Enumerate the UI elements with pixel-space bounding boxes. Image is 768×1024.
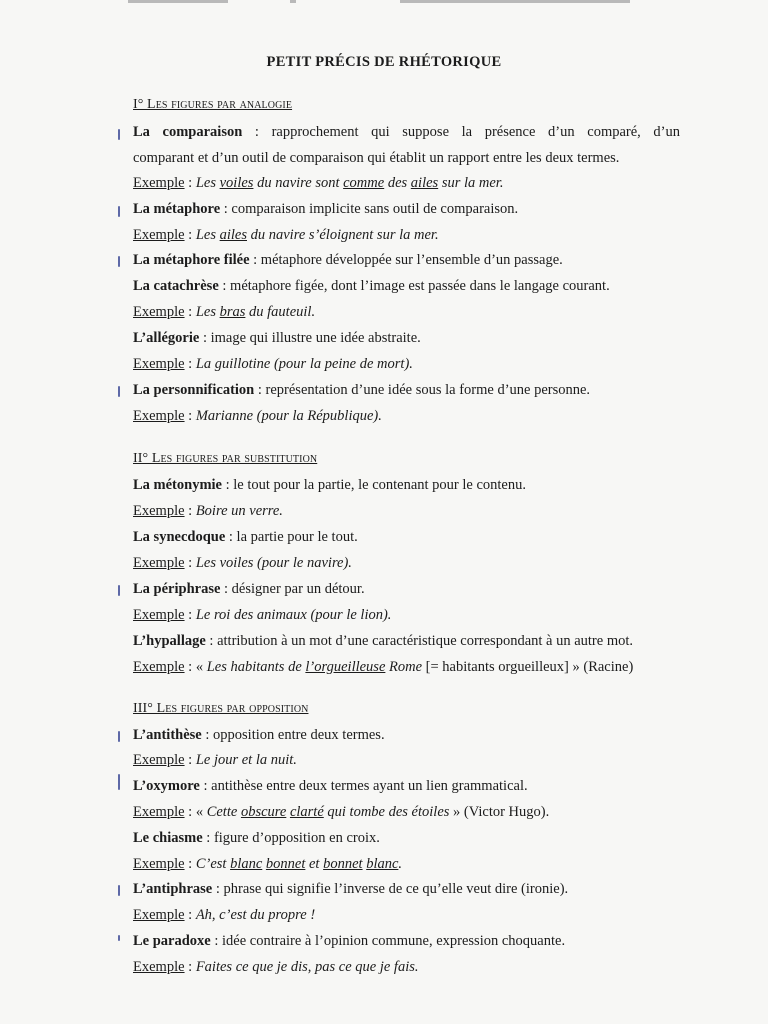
example-text: Les bras du fauteuil. [195,304,316,320]
definition-hypallage: L’hypallage : attribution à un mot d’une caractéristique correspondant à un autre mot. [133,633,634,649]
section-heading-opposition: III° Les figures par opposition [133,701,309,716]
example-text: Le jour et la nuit. [195,752,297,768]
pen-mark [118,129,120,140]
example-hypallage: Exemple : « Les habitants de l’orgueilleuse Rome [= habitants orgueilleux] » (Racine) [133,659,634,675]
example-text: Le roi des animaux (pour le lion). [195,607,392,623]
definition-catachrese: La catachrèse : métaphore figée, dont l’image est passée dans le langage courant. [133,278,610,294]
pen-mark [118,774,120,790]
example-label: Exemple [133,659,185,675]
definition-synecdoque: La synecdoque : la partie pour le tout. [133,529,358,545]
term-comparaison: La comparaison [133,124,243,140]
pen-mark [118,585,120,596]
definition-comparaison [133,124,680,141]
example-label: Exemple [133,227,185,243]
pen-mark [118,885,120,896]
term-antithese: L’antithèse [133,727,202,743]
example-text: Cette obscure clarté qui tombe des étoiles [206,804,450,820]
term-hypallage: L’hypallage [133,633,206,649]
example-comparaison: Exemple : Les voiles du navire sont comme des ailes sur la mer. [133,175,504,191]
definition-oxymore: L’oxymore : antithèse entre deux termes ayant un lien grammatical. [133,778,528,794]
example-antiphrase: Exemple : Ah, c’est du propre ! [133,907,316,923]
example-text: C’est blanc bonnet et bonnet blanc. [195,856,403,872]
definition-antithese: L’antithèse : opposition entre deux termes. [133,727,385,743]
example-label: Exemple [133,907,185,923]
term-periphrase: La périphrase [133,581,221,597]
example-label: Exemple [133,503,185,519]
example-label: Exemple [133,304,185,320]
example-allegorie: Exemple : La guillotine (pour la peine de mort). [133,356,413,372]
definition-personnification: La personnification : représentation d’une idée sous la forme d’une personne. [133,382,591,398]
definition-antiphrase: L’antiphrase : phrase qui signifie l’inverse de ce qu’elle veut dire (ironie). [133,881,569,897]
example-periphrase: Exemple : Le roi des animaux (pour le lion). [133,607,392,623]
example-metaphore: Exemple : Les ailes du navire s’éloignent sur la mer. [133,227,439,243]
term-oxymore: L’oxymore [133,778,200,794]
section-heading-substitution: II° Les figures par substitution [133,451,318,466]
definition-periphrase: La périphrase : désigner par un détour. [133,581,365,597]
example-paradoxe: Exemple : Faites ce que je dis, pas ce que je fais. [133,959,419,975]
term-metaphore: La métaphore [133,201,221,217]
term-personnification: La personnification [133,382,255,398]
example-label: Exemple [133,752,185,768]
top-scan-marks [0,0,768,6]
pen-mark [118,386,120,397]
term-chiasme: Le chiasme [133,830,203,846]
example-text: La guillotine (pour la peine de mort). [195,356,413,372]
definition-continuation: comparant et d’un outil de comparaison qui établit un rapport entre les deux termes. [133,150,620,166]
example-antithese: Exemple : Le jour et la nuit. [133,752,297,768]
example-label: Exemple [133,804,185,820]
term-synecdoque: La synecdoque [133,529,226,545]
pen-mark [118,206,120,217]
definition-metaphore: La métaphore : comparaison implicite sans outil de comparaison. [133,201,519,217]
example-label: Exemple [133,856,185,872]
example-text: Ah, c’est du propre ! [195,907,316,923]
term-allegorie: L’allégorie [133,330,200,346]
example-text: Marianne (pour la République). [195,408,382,424]
example-label: Exemple [133,555,185,571]
definition-chiasme: Le chiasme : figure d’opposition en croix. [133,830,380,846]
example-synecdoque: Exemple : Les voiles (pour le navire). [133,555,352,571]
example-label: Exemple [133,959,185,975]
pen-mark [118,256,120,267]
example-text: Les voiles (pour le navire). [195,555,352,571]
term-metonymie: La métonymie [133,477,222,493]
example-chiasme: Exemple : C’est blanc bonnet et bonnet blanc. [133,856,403,872]
term-metaphore-filee: La métaphore filée [133,252,250,268]
example-label: Exemple [133,356,185,372]
definition-allegorie: L’allégorie : image qui illustre une idée abstraite. [133,330,421,346]
term-catachrese: La catachrèse [133,278,219,294]
example-catachrese: Exemple : Les bras du fauteuil. [133,304,316,320]
example-label: Exemple [133,408,185,424]
page-title: PETIT PRÉCIS DE RHÉTORIQUE [266,54,502,70]
example-label: Exemple [133,175,185,191]
definition-metaphore-filee: La métaphore filée : métaphore développée sur l’ensemble d’un passage. [133,252,563,268]
example-text: Boire un verre. [195,503,283,519]
pen-mark [118,731,120,742]
definition-paradoxe: Le paradoxe : idée contraire à l’opinion commune, expression choquante. [133,933,566,949]
definition-text: : rapprochement qui suppose la présence d’un comparé, d’un [242,124,680,140]
example-personnification: Exemple : Marianne (pour la République). [133,408,382,424]
example-metonymie: Exemple : Boire un verre. [133,503,283,519]
term-antiphrase: L’antiphrase [133,881,213,897]
example-text: Les voiles du navire sont comme des ailes sur la mer. [195,175,504,191]
example-text: Les ailes du navire s’éloignent sur la mer. [195,227,439,243]
example-text: Les habitants de l’orgueilleuse Rome [206,659,423,675]
example-text: Faites ce que je dis, pas ce que je fais. [195,959,419,975]
pen-mark [118,935,120,941]
term-paradoxe: Le paradoxe [133,933,211,949]
section-heading-analogie: I° Les figures par analogie [133,97,293,112]
definition-metonymie: La métonymie : le tout pour la partie, le contenant pour le contenu. [133,477,526,493]
example-label: Exemple [133,607,185,623]
example-oxymore: Exemple : « Cette obscure clarté qui tombe des étoiles » (Victor Hugo). [133,804,550,820]
